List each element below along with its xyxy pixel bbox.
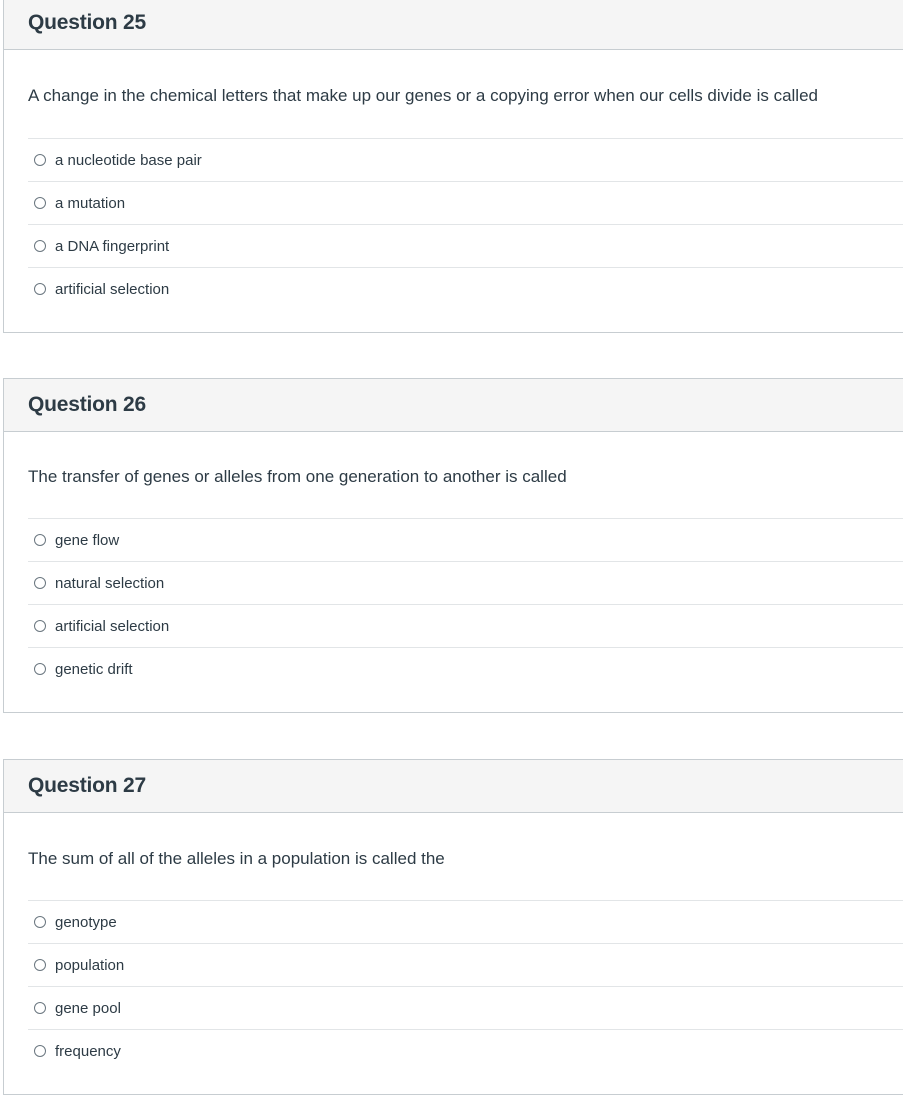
answer-label: natural selection <box>55 574 165 592</box>
question-27 <box>3 759 903 1095</box>
question-footer <box>4 1072 903 1094</box>
answer-label: a nucleotide base pair <box>55 151 202 169</box>
answer-option[interactable] <box>28 138 903 181</box>
answer-option[interactable] <box>28 181 903 224</box>
radio-button[interactable] <box>34 577 46 589</box>
answer-option[interactable] <box>28 1029 903 1072</box>
answer-option[interactable] <box>28 647 903 690</box>
answer-label: artificial selection <box>55 617 170 635</box>
answer-label: frequency <box>55 1042 121 1060</box>
radio-button[interactable] <box>34 959 46 971</box>
answer-option[interactable] <box>28 267 903 310</box>
answer-label: genotype <box>55 913 117 931</box>
question-footer <box>4 690 903 712</box>
radio-button[interactable] <box>34 663 46 675</box>
question-header <box>4 760 903 813</box>
answer-label: genetic drift <box>55 660 133 678</box>
answer-option[interactable] <box>28 943 903 986</box>
question-header <box>4 379 903 432</box>
radio-button[interactable] <box>34 240 46 252</box>
question-25 <box>3 0 903 333</box>
radio-button[interactable] <box>34 534 46 546</box>
answer-label: population <box>55 956 125 974</box>
answer-label: a DNA fingerprint <box>55 237 170 255</box>
answer-option[interactable] <box>28 986 903 1029</box>
answer-option[interactable] <box>28 900 903 943</box>
answer-option[interactable] <box>28 518 903 561</box>
answer-option[interactable] <box>28 604 903 647</box>
answer-list <box>28 518 903 690</box>
question-text: The transfer of genes or alleles from one generation to another is called <box>28 467 567 486</box>
radio-button[interactable] <box>34 620 46 632</box>
question-text: The sum of all of the alleles in a population is called the <box>28 849 445 868</box>
question-header <box>4 0 903 50</box>
answer-label: artificial selection <box>55 280 170 298</box>
answer-list <box>28 138 903 310</box>
radio-button[interactable] <box>34 154 46 166</box>
question-title: Question 27 <box>28 774 146 797</box>
question-title: Question 25 <box>28 11 146 34</box>
answer-list <box>28 900 903 1072</box>
answer-label: gene pool <box>55 999 121 1017</box>
question-footer <box>4 310 903 332</box>
radio-button[interactable] <box>34 1002 46 1014</box>
radio-button[interactable] <box>34 283 46 295</box>
radio-button[interactable] <box>34 197 46 209</box>
radio-button[interactable] <box>34 1045 46 1057</box>
answer-label: a mutation <box>55 194 126 212</box>
question-text: A change in the chemical letters that make up our genes or a copying error when our cells divide is called <box>28 86 818 105</box>
radio-button[interactable] <box>34 916 46 928</box>
answer-option[interactable] <box>28 224 903 267</box>
question-title: Question 26 <box>28 393 146 416</box>
answer-option[interactable] <box>28 561 903 604</box>
answer-label: gene flow <box>55 531 120 549</box>
question-26 <box>3 378 903 713</box>
